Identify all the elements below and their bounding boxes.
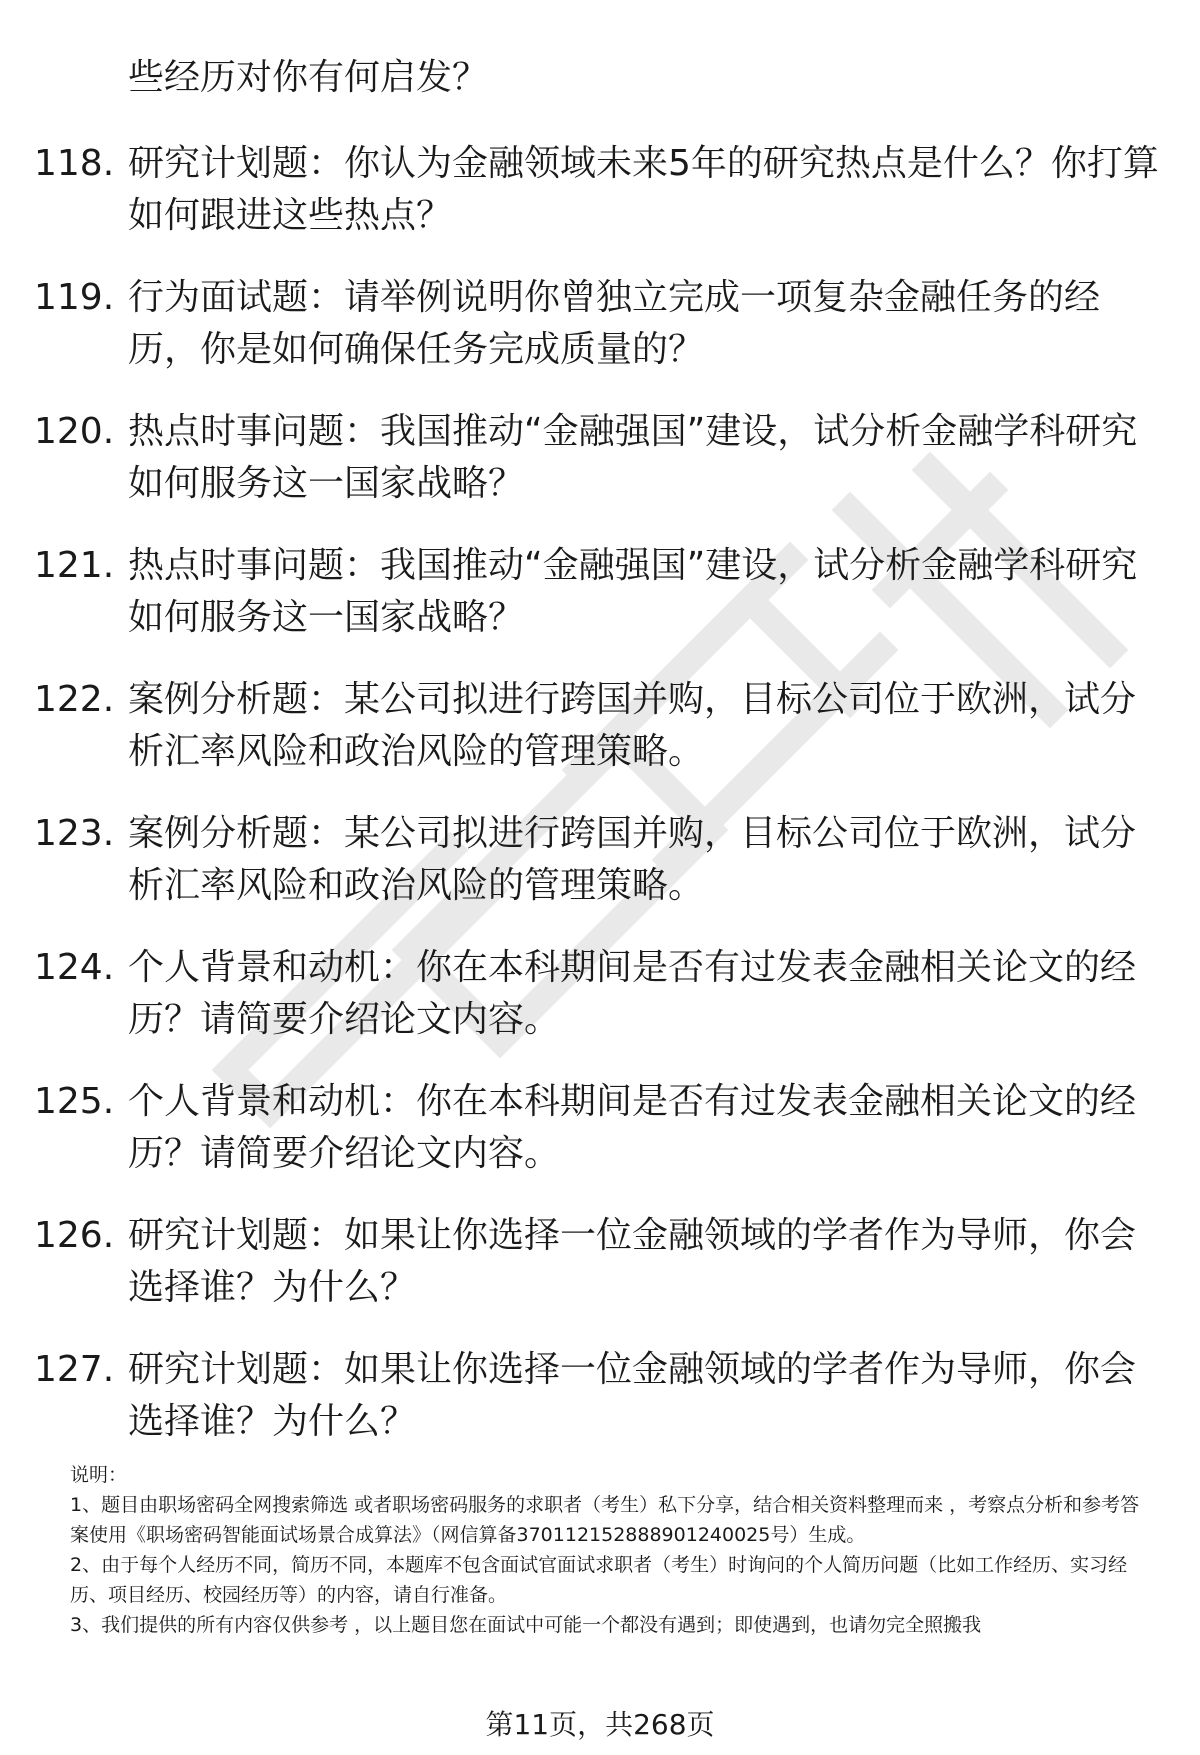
question-text: 个人背景和动机：你在本科期间是否有过发表金融相关论文的经历？请简要介绍论文内容。 [128,1081,1137,1174]
question-item [0,942,1163,1046]
question-number: 126. [34,1215,115,1256]
question-item [0,1344,1163,1448]
question-number: 122. [34,679,115,720]
question-item [0,674,1163,778]
question-text: 案例分析题：某公司拟进行跨国并购，目标公司位于欧洲，试分析汇率风险和政治风险的管理策略。 [128,813,1137,906]
question-text: 研究计划题：你认为金融领域未来5年的研究热点是什么？你打算如何跟进这些热点？ [128,143,1159,236]
question-number: 121. [34,545,115,586]
question-item [0,272,1163,376]
question-number: 125. [34,1081,115,1122]
question-item [0,138,1163,242]
question-item [0,1210,1163,1314]
continuation-text: 些经历对你有何启发？ [128,57,489,98]
question-text: 热点时事问题：我国推动“金融强国”建设，试分析金融学科研究如何服务这一国家战略？ [128,411,1138,504]
question-item [0,808,1163,912]
question-number: 118. [34,143,115,184]
question-item [0,406,1163,510]
question-list [0,138,1200,1478]
question-number: 127. [34,1349,115,1390]
note-item: 1、题目由职场密码全网搜索筛选 或者职场密码服务的求职者（考生）私下分享，结合相关资料整理而来 ，考察点分析和参考答案使用《职场密码智能面试场景合成算法》（网信算备370112152888901240025号）生成。 [70,1494,1140,1546]
question-number: 120. [34,411,115,452]
question-number: 124. [34,947,115,988]
notes-heading: 说明： [70,1464,128,1486]
question-text: 热点时事问题：我国推动“金融强国”建设，试分析金融学科研究如何服务这一国家战略？ [128,545,1138,638]
notes-section [70,1460,1150,1640]
question-item [0,1076,1163,1180]
question-text: 研究计划题：如果让你选择一位金融领域的学者作为导师，你会选择谁？为什么？ [128,1349,1137,1442]
question-text: 个人背景和动机：你在本科期间是否有过发表金融相关论文的经历？请简要介绍论文内容。 [128,947,1137,1040]
question-number: 123. [34,813,115,854]
question-text: 案例分析题：某公司拟进行跨国并购，目标公司位于欧洲，试分析汇率风险和政治风险的管理策略。 [128,679,1137,772]
question-text: 研究计划题：如果让你选择一位金融领域的学者作为导师，你会选择谁？为什么？ [128,1215,1137,1308]
page-number: 第11页，共268页 [485,1708,715,1741]
note-item: 3、我们提供的所有内容仅供参考 ，以上题目您在面试中可能一个都没有遇到；即使遇到，也请勿完全照搬我 [70,1614,982,1636]
note-item: 2、由于每个人经历不同，简历不同，本题库不包含面试官面试求职者（考生）时询问的个人简历问题（比如工作经历、实习经历、项目经历、校园经历等）的内容，请自行准备。 [70,1554,1128,1606]
question-text: 行为面试题：请举例说明你曾独立完成一项复杂金融任务的经历，你是如何确保任务完成质量的？ [128,277,1101,370]
question-item [0,540,1163,644]
question-number: 119. [34,277,115,318]
